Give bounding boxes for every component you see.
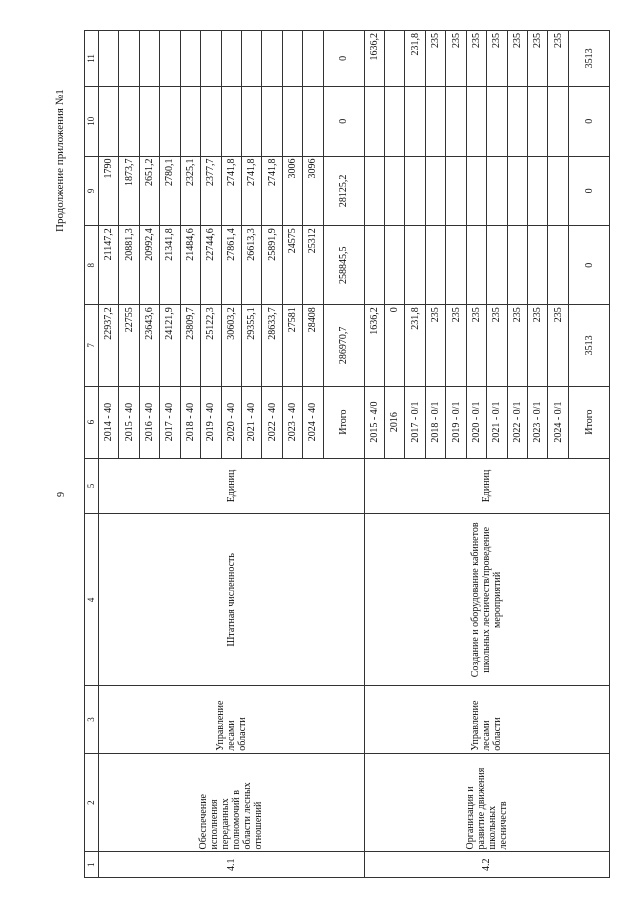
table-cell: 2020 - 40 [221, 386, 241, 458]
rotated-table-wrapper [84, 30, 610, 878]
table-cell: 235 [487, 31, 507, 87]
total-cell: 28125,2 [323, 156, 364, 226]
table-cell [385, 86, 405, 156]
table-cell [99, 31, 119, 87]
total-cell: 0 [323, 86, 364, 156]
table-cell [548, 86, 569, 156]
table-cell: 29355,1 [241, 305, 261, 386]
table-cell: 22755 [119, 305, 139, 386]
activity-name: Организация и развитие движения школьных лесничеств [364, 753, 609, 852]
activity-name: Обеспечение исполнения переданных полномочий в области лесных отношений [99, 753, 365, 852]
table-cell [528, 86, 548, 156]
table-cell: 22937,2 [99, 305, 119, 386]
table-cell: 21484,6 [180, 226, 200, 305]
table-cell [139, 86, 159, 156]
table-cell [180, 31, 200, 87]
table-cell [507, 86, 527, 156]
table-cell: 235 [446, 31, 466, 87]
table-cell: 27861,4 [221, 226, 241, 305]
table-cell: 235 [548, 31, 569, 87]
table-cell: 235 [507, 305, 527, 386]
table-cell [180, 86, 200, 156]
table-cell: 2024 - 0/1 [548, 386, 569, 458]
table-cell: 20881,3 [119, 226, 139, 305]
table-cell: 2023 - 40 [282, 386, 302, 458]
table-cell: 1790 [99, 156, 119, 226]
table-cell [119, 31, 139, 87]
table-cell [99, 86, 119, 156]
table-cell [528, 156, 548, 226]
total-cell: 0 [569, 156, 610, 226]
table-cell: 2016 [385, 386, 405, 458]
table-cell: 2022 - 0/1 [507, 386, 527, 458]
table-cell [282, 86, 302, 156]
table-cell: 26613,3 [241, 226, 261, 305]
table-cell [221, 86, 241, 156]
total-cell: 0 [569, 86, 610, 156]
indicator: Создание и оборудование кабинетов школьных лесничеств/проведение мероприятий [364, 514, 609, 686]
table-cell [385, 156, 405, 226]
table-cell [548, 226, 569, 305]
table-cell: 2741,8 [221, 156, 241, 226]
table-cell [446, 86, 466, 156]
table-cell: 27581 [282, 305, 302, 386]
table-cell: 0 [385, 305, 405, 386]
table-cell [221, 31, 241, 87]
table-cell: 2651,2 [139, 156, 159, 226]
table-cell [548, 156, 569, 226]
table-cell [201, 86, 221, 156]
table-cell: 2021 - 40 [241, 386, 261, 458]
table-cell: 235 [528, 31, 548, 87]
table-cell: 235 [425, 31, 445, 87]
total-cell: 0 [569, 226, 610, 305]
data-row [364, 31, 384, 878]
table-cell [385, 31, 405, 87]
unit: Единиц [364, 458, 609, 514]
table-cell [201, 31, 221, 87]
table-cell: 24575 [282, 226, 302, 305]
table-cell: 23809,7 [180, 305, 200, 386]
column-header: 7 [85, 305, 99, 386]
table-cell [446, 226, 466, 305]
table-cell: 235 [507, 31, 527, 87]
table-cell: 235 [425, 305, 445, 386]
total-cell: 258845,5 [323, 226, 364, 305]
table-cell [160, 86, 180, 156]
table-cell [425, 226, 445, 305]
table-cell [487, 226, 507, 305]
table-cell [160, 31, 180, 87]
total-cell: 3513 [569, 31, 610, 87]
appendix-caption: Продолжение приложения №1 [54, 89, 66, 232]
table-cell: 235 [466, 31, 486, 87]
table-cell: 235 [548, 305, 569, 386]
table-cell: 25122,3 [201, 305, 221, 386]
table-cell [466, 86, 486, 156]
table-cell [262, 86, 282, 156]
column-header: 1 [85, 852, 99, 878]
table-cell: 2021 - 0/1 [487, 386, 507, 458]
data-row [99, 31, 119, 878]
column-header: 5 [85, 458, 99, 514]
table-cell [303, 86, 323, 156]
table-cell: 2377,7 [201, 156, 221, 226]
table-cell: 3006 [282, 156, 302, 226]
table-cell [119, 86, 139, 156]
table-cell: 2015 - 40 [119, 386, 139, 458]
executor: Управление лесами области [364, 686, 609, 753]
table-cell: 2020 - 0/1 [466, 386, 486, 458]
table-cell: 30603,2 [221, 305, 241, 386]
column-header: 3 [85, 686, 99, 753]
table-cell: 2017 - 40 [160, 386, 180, 458]
table-cell [507, 226, 527, 305]
table-cell: 2018 - 0/1 [425, 386, 445, 458]
column-header: 6 [85, 386, 99, 458]
table-cell: 231,8 [405, 305, 425, 386]
table-cell: 235 [446, 305, 466, 386]
table-cell [405, 86, 425, 156]
table-cell: 2019 - 40 [201, 386, 221, 458]
table-cell [466, 156, 486, 226]
page-number: 9 [56, 492, 67, 497]
table-cell: 21147,2 [99, 226, 119, 305]
table-cell [528, 226, 548, 305]
table-cell: 2014 - 40 [99, 386, 119, 458]
table-cell: 231,8 [405, 31, 425, 87]
indicator: Штатная численность [99, 514, 365, 686]
column-header: 9 [85, 156, 99, 226]
table-body [85, 31, 610, 878]
column-header: 11 [85, 31, 99, 87]
total-label: Итого [323, 386, 364, 458]
table-cell: 2022 - 40 [262, 386, 282, 458]
column-header: 8 [85, 226, 99, 305]
table-cell: 23643,6 [139, 305, 159, 386]
table-cell [241, 31, 261, 87]
table-cell [425, 86, 445, 156]
table-cell: 22744,6 [201, 226, 221, 305]
table-cell [139, 31, 159, 87]
table-cell [425, 156, 445, 226]
table-cell: 235 [528, 305, 548, 386]
table-cell: 2018 - 40 [180, 386, 200, 458]
table-cell [241, 86, 261, 156]
table-cell: 2019 - 0/1 [446, 386, 466, 458]
table-cell: 235 [466, 305, 486, 386]
header-row [85, 31, 99, 878]
row-number: 4.2 [364, 852, 609, 878]
table-cell [466, 226, 486, 305]
table-cell: 235 [487, 305, 507, 386]
table-cell [405, 156, 425, 226]
table-cell: 2017 - 0/1 [405, 386, 425, 458]
table-cell [385, 226, 405, 305]
total-label: Итого [569, 386, 610, 458]
table-cell [507, 156, 527, 226]
table-cell: 25312 [303, 226, 323, 305]
table-cell: 2780,1 [160, 156, 180, 226]
table-cell: 1636,2 [364, 31, 384, 87]
program-table [84, 30, 610, 878]
table-cell [364, 86, 384, 156]
table-cell: 1873,7 [119, 156, 139, 226]
table-cell: 24121,9 [160, 305, 180, 386]
table-cell [446, 156, 466, 226]
table-cell: 2023 - 0/1 [528, 386, 548, 458]
table-cell: 2741,8 [241, 156, 261, 226]
table-cell [364, 156, 384, 226]
table-cell [487, 86, 507, 156]
table-cell [262, 31, 282, 87]
table-cell [303, 31, 323, 87]
table-cell: 2015 - 4/0 [364, 386, 384, 458]
table-cell: 3096 [303, 156, 323, 226]
table-cell: 20992,4 [139, 226, 159, 305]
executor: Управление лесами области [99, 686, 365, 753]
table-cell: 2741,8 [262, 156, 282, 226]
column-header: 10 [85, 86, 99, 156]
table-cell [282, 31, 302, 87]
table-cell [405, 226, 425, 305]
table-cell: 28408 [303, 305, 323, 386]
column-header: 2 [85, 753, 99, 852]
column-header: 4 [85, 514, 99, 686]
total-cell: 0 [323, 31, 364, 87]
table-cell: 25891,9 [262, 226, 282, 305]
table-cell: 2325,1 [180, 156, 200, 226]
table-cell: 1636,2 [364, 305, 384, 386]
total-cell: 286970,7 [323, 305, 364, 386]
total-cell: 3513 [569, 305, 610, 386]
table-cell: 2024 - 40 [303, 386, 323, 458]
table-cell [364, 226, 384, 305]
table-cell: 2016 - 40 [139, 386, 159, 458]
table-cell [487, 156, 507, 226]
table-cell: 21341,8 [160, 226, 180, 305]
row-number: 4.1 [99, 852, 365, 878]
table-cell: 28633,7 [262, 305, 282, 386]
unit: Единиц [99, 458, 365, 514]
